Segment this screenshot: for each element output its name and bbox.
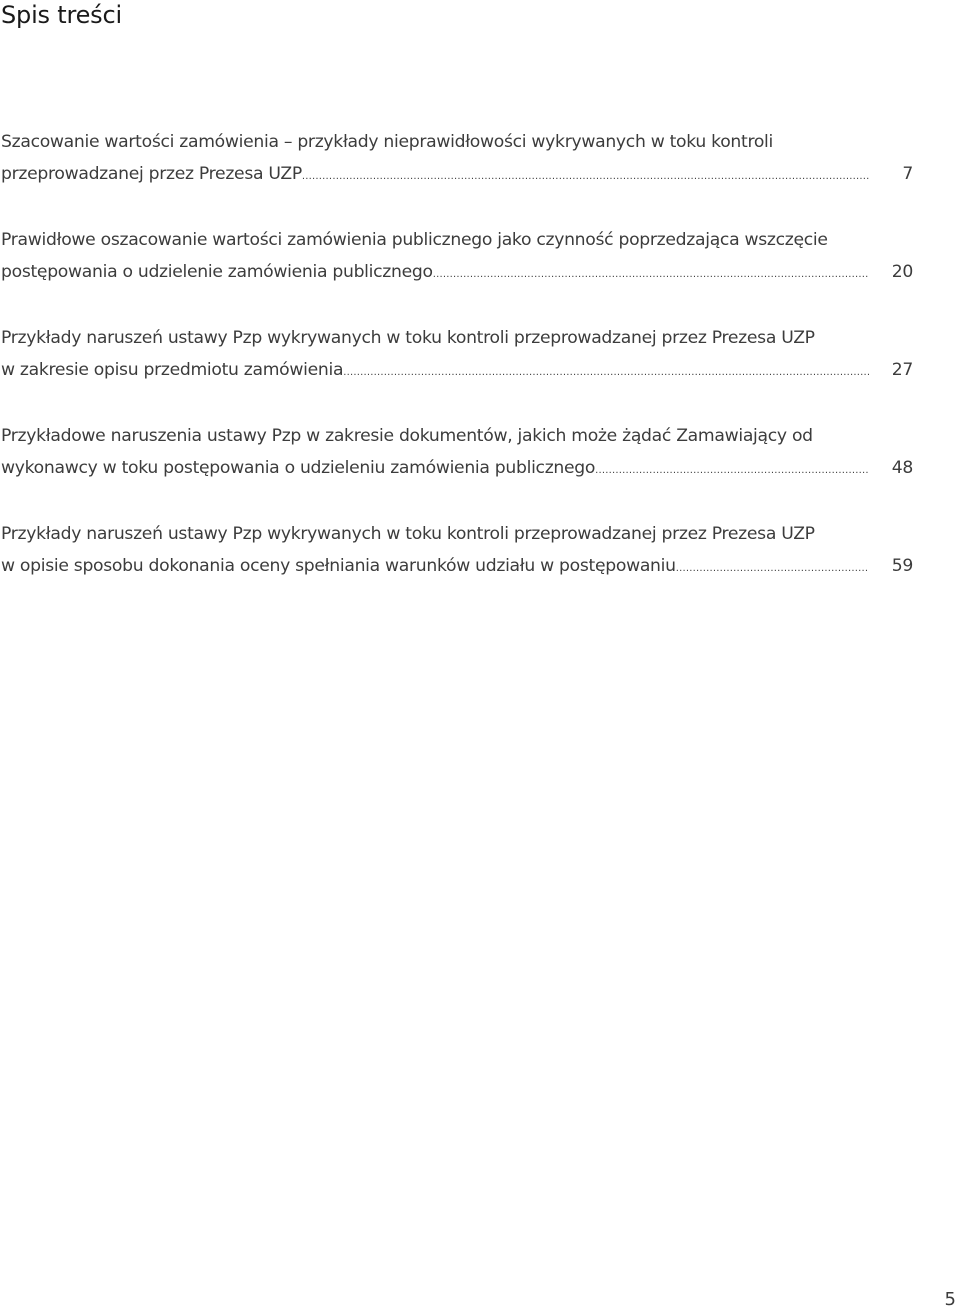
dot-leader	[595, 455, 869, 487]
toc-entry-1[interactable]	[1, 126, 913, 193]
toc-entry-text-line2: postępowania o udzielenie zamówienia publicznego	[1, 262, 433, 282]
toc-entry-text-line2: w opisie sposobu dokonania oceny spełniania warunków udziału w postępowaniu	[1, 556, 676, 576]
toc-entry-text-line1: Przykłady naruszeń ustawy Pzp wykrywanych w toku kontroli przeprowadzanej przez Prezesa UZP	[1, 328, 815, 348]
toc-page-number: 48	[891, 458, 913, 478]
toc-entry-2[interactable]	[1, 224, 913, 291]
toc-entry-line2	[1, 158, 913, 193]
toc-page-number: 59	[891, 556, 913, 576]
toc-entry-4[interactable]	[1, 420, 913, 487]
toc-entry-text-line2: przeprowadzanej przez Prezesa UZP	[1, 164, 302, 184]
toc-entry-line2	[1, 550, 913, 585]
toc-page-number: 20	[891, 262, 913, 282]
toc-entry-text-line1: Przykładowe naruszenia ustawy Pzp w zakresie dokumentów, jakich może żądać Zamawiający od	[1, 426, 813, 446]
footer-page-number: 5	[944, 1289, 956, 1310]
toc-entry-line2	[1, 452, 913, 487]
toc-entry-text-line2: w zakresie opisu przedmiotu zamówienia	[1, 360, 344, 380]
toc-entry-3[interactable]	[1, 322, 913, 389]
dot-leader	[302, 161, 869, 193]
toc-entry-5[interactable]	[1, 518, 913, 585]
toc-list	[1, 126, 913, 616]
toc-entry-text-line1: Przykłady naruszeń ustawy Pzp wykrywanych w toku kontroli przeprowadzanej przez Prezesa UZP	[1, 524, 815, 544]
toc-page-number: 7	[902, 164, 913, 184]
toc-entry-line2	[1, 256, 913, 291]
toc-entry-text-line2: wykonawcy w toku postępowania o udzieleniu zamówienia publicznego	[1, 458, 596, 478]
dot-leader	[676, 553, 869, 585]
toc-page-number: 27	[891, 360, 913, 380]
toc-entry-line2	[1, 354, 913, 389]
toc-title: Spis treści	[1, 1, 122, 29]
toc-entry-text-line1: Prawidłowe oszacowanie wartości zamówienia publicznego jako czynność poprzedzająca wszczęcie	[1, 230, 828, 250]
dot-leader	[433, 259, 869, 291]
dot-leader	[343, 357, 869, 389]
toc-entry-text-line1: Szacowanie wartości zamówienia – przykłady nieprawidłowości wykrywanych w toku kontroli	[1, 132, 773, 152]
